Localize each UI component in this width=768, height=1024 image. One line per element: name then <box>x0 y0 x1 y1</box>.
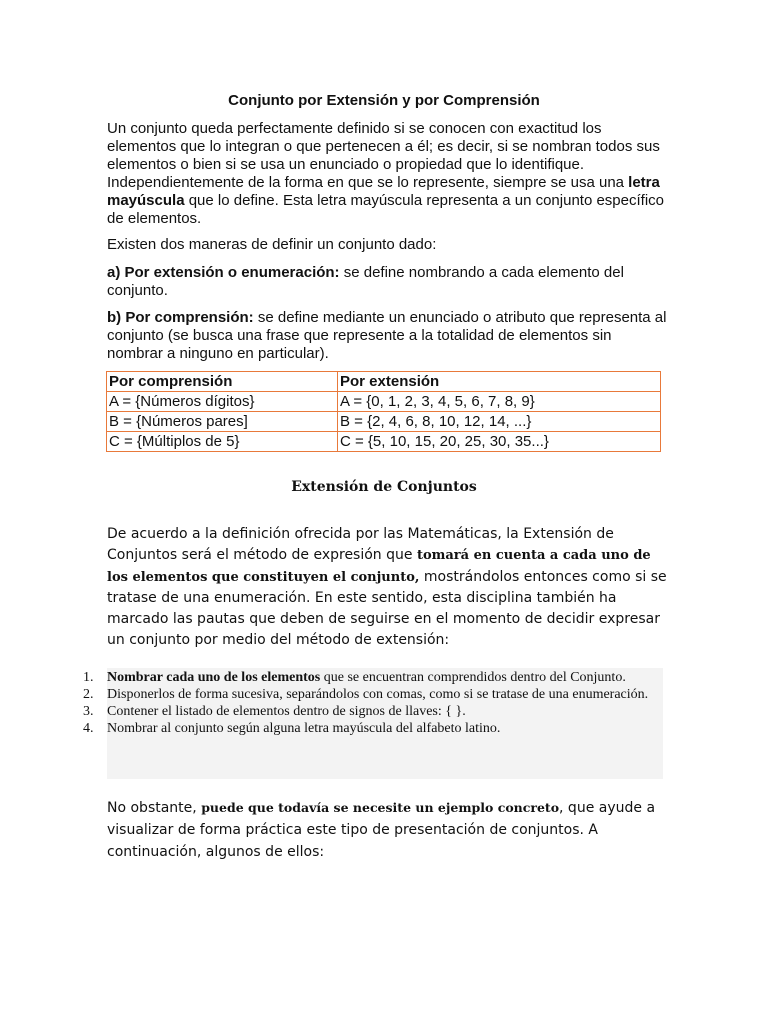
table-cell: C = {Múltiplos de 5} <box>107 432 338 452</box>
definition-a-label: a) Por extensión o enumeración: <box>107 264 340 281</box>
definition-a <box>107 264 667 300</box>
table-header-cell: Por extensión <box>338 372 661 392</box>
list-number: 2. <box>83 687 94 702</box>
table-cell: A = {0, 1, 2, 3, 4, 5, 6, 7, 8, 9} <box>338 392 661 412</box>
definition-b-label: b) Por comprensión: <box>107 309 254 326</box>
list-item <box>70 686 650 703</box>
table-row <box>107 392 661 412</box>
section-heading: Extensión de Conjuntos <box>291 479 477 495</box>
ways-paragraph: Existen dos maneras de definir un conjunto dado: <box>107 236 437 253</box>
list-number: 1. <box>83 670 94 685</box>
list-item-text: Disponerlos de forma sucesiva, separándolos con comas, como si se tratase de una enumeración. <box>107 687 649 702</box>
closing-serif-text: puede que todavía se necesite un ejemplo concreto <box>201 800 560 815</box>
closing-paragraph <box>107 797 667 863</box>
intro-bold: letra mayúscula <box>107 174 660 209</box>
list-item <box>70 720 650 737</box>
table-row <box>107 412 661 432</box>
rules-list <box>70 669 650 737</box>
intro-paragraph <box>107 120 667 228</box>
table-cell: B = {Números pares] <box>107 412 338 432</box>
table-cell: C = {5, 10, 15, 20, 25, 30, 35...} <box>338 432 661 452</box>
extension-paragraph <box>107 524 667 651</box>
intro-text-2: que lo define. Esta letra mayúscula representa a un conjunto específico de elementos. <box>107 192 665 227</box>
list-number: 4. <box>83 721 94 736</box>
definition-b <box>107 309 667 363</box>
definition-a-text: se define nombrando a cada elemento del conjunto. <box>107 264 624 299</box>
definition-b-text: se define mediante un enunciado o atributo que representa al conjunto (se busca una frase que represente a la totalidad de elementos sin nombrar a ninguno en particular). <box>107 309 667 362</box>
extension-text-2: mostrándolos entonces como si se tratase de una enumeración. En este sentido, esta disciplina también ha marcado las pautas que deben de seguirse en el momento de decidir expresar un conjunto por medio del método de extensión: <box>107 568 667 648</box>
table-cell: A = {Números dígitos} <box>107 392 338 412</box>
intro-text-1: Un conjunto queda perfectamente definido si se conocen con exactitud los elementos que lo integran o que pertenecen a él; es decir, si se nombran todos sus elementos o bien si se usa un enunciado o propiedad que lo identifique. Independientemente de la forma en que se lo represente, siempre se usa una <box>107 120 660 191</box>
table-header-cell: Por comprensión <box>107 372 338 392</box>
list-item-text: que se encuentran comprendidos dentro del Conjunto. <box>320 670 626 685</box>
table-row <box>107 432 661 452</box>
extension-text-1: De acuerdo a la definición ofrecida por las Matemáticas, la Extensión de Conjuntos será el método de expresión que <box>107 526 614 563</box>
list-item-text: Nombrar al conjunto según alguna letra mayúscula del alfabeto latino. <box>107 721 501 736</box>
list-item-text: Contener el listado de elementos dentro de signos de llaves: { }. <box>107 704 466 719</box>
closing-text-1: No obstante, <box>107 800 202 816</box>
table-cell: B = {2, 4, 6, 8, 10, 12, 14, ...} <box>338 412 661 432</box>
extension-serif-text: tomará en cuenta a cada uno de los elementos que constituyen el conjunto, <box>107 547 651 585</box>
page-title: Conjunto por Extensión y por Comprensión <box>228 92 540 109</box>
list-item <box>70 669 650 686</box>
list-item <box>70 703 650 720</box>
sets-table <box>106 371 661 452</box>
table-header-row <box>107 372 661 392</box>
list-number: 3. <box>83 704 94 719</box>
list-item-bold: Nombrar cada uno de los elementos <box>107 670 321 685</box>
closing-text-2: , que ayude a visualizar de forma práctica este tipo de presentación de conjuntos. A continuación, algunos de ellos: <box>107 800 656 860</box>
